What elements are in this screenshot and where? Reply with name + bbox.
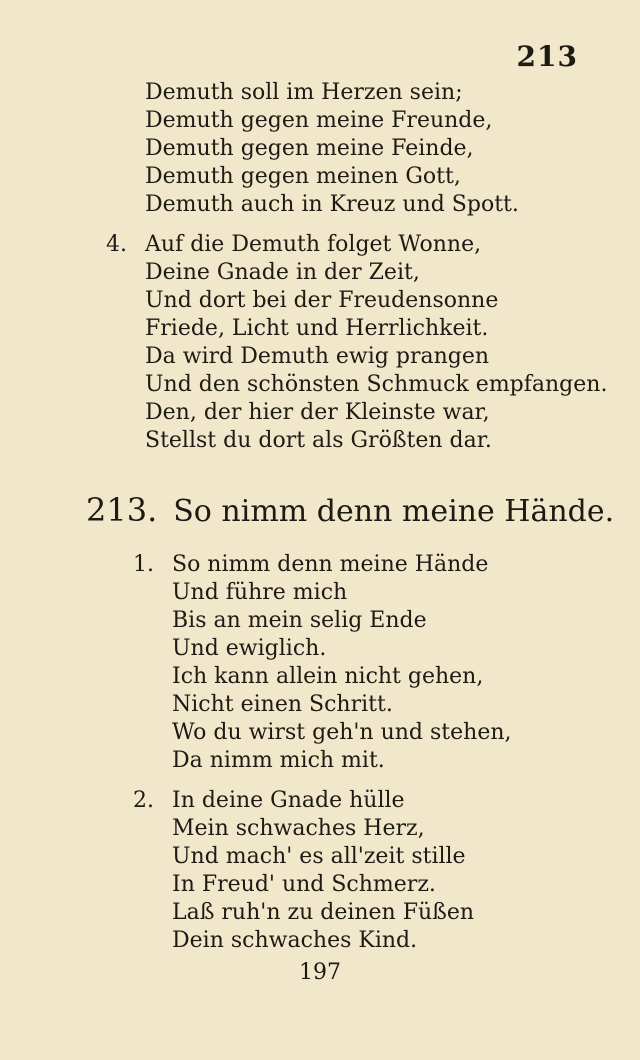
hymn-title: So nimm denn meine Hände. — [173, 494, 615, 529]
hymn-heading — [86, 492, 614, 530]
text-line: Wo du wirst geh'n und stehen, — [172, 720, 512, 745]
text-line: Den, der hier der Kleinste war, — [145, 400, 490, 425]
text-line: Da wird Demuth ewig prangen — [145, 344, 490, 369]
page-number: 197 — [299, 960, 341, 985]
text-line: Demuth auch in Kreuz und Spott. — [145, 192, 519, 217]
text-line: Und mach' es all'zeit stille — [172, 844, 466, 869]
text-line: Und dort bei der Freudensonne — [145, 288, 499, 313]
verse-number: 2. — [133, 788, 154, 813]
text-line: Und ewiglich. — [172, 636, 327, 661]
text-line: Friede, Licht und Herrlichkeit. — [145, 316, 489, 341]
running-hymn-number: 213 — [516, 40, 578, 73]
text-line: Laß ruh'n zu deinen Füßen — [172, 900, 475, 925]
text-line: Demuth gegen meine Feinde, — [145, 136, 474, 161]
text-line: So nimm denn meine Hände — [172, 552, 489, 577]
text-line: Demuth gegen meinen Gott, — [145, 164, 461, 189]
text-line: In Freud' und Schmerz. — [172, 872, 436, 897]
text-line: In deine Gnade hülle — [172, 788, 405, 813]
text-line: Ich kann allein nicht gehen, — [172, 664, 484, 689]
text-line: Und den schönsten Schmuck empfangen. — [145, 372, 608, 397]
text-line: Und führe mich — [172, 580, 348, 605]
text-line: Nicht einen Schritt. — [172, 692, 393, 717]
text-line: Deine Gnade in der Zeit, — [145, 260, 420, 285]
text-line: Dein schwaches Kind. — [172, 928, 418, 953]
text-line: Demuth gegen meine Freunde, — [145, 108, 493, 133]
text-line: Stellst du dort als Größten dar. — [145, 428, 492, 453]
text-line: Demuth soll im Herzen sein; — [145, 80, 463, 105]
text-line: Bis an mein selig Ende — [172, 608, 427, 633]
verse-number: 4. — [106, 232, 127, 257]
text-line: Mein schwaches Herz, — [172, 816, 425, 841]
text-line: Auf die Demuth folget Wonne, — [145, 232, 482, 257]
verse-number: 1. — [133, 552, 154, 577]
text-line: Da nimm mich mit. — [172, 748, 385, 773]
hymn-number: 213. — [86, 491, 158, 529]
